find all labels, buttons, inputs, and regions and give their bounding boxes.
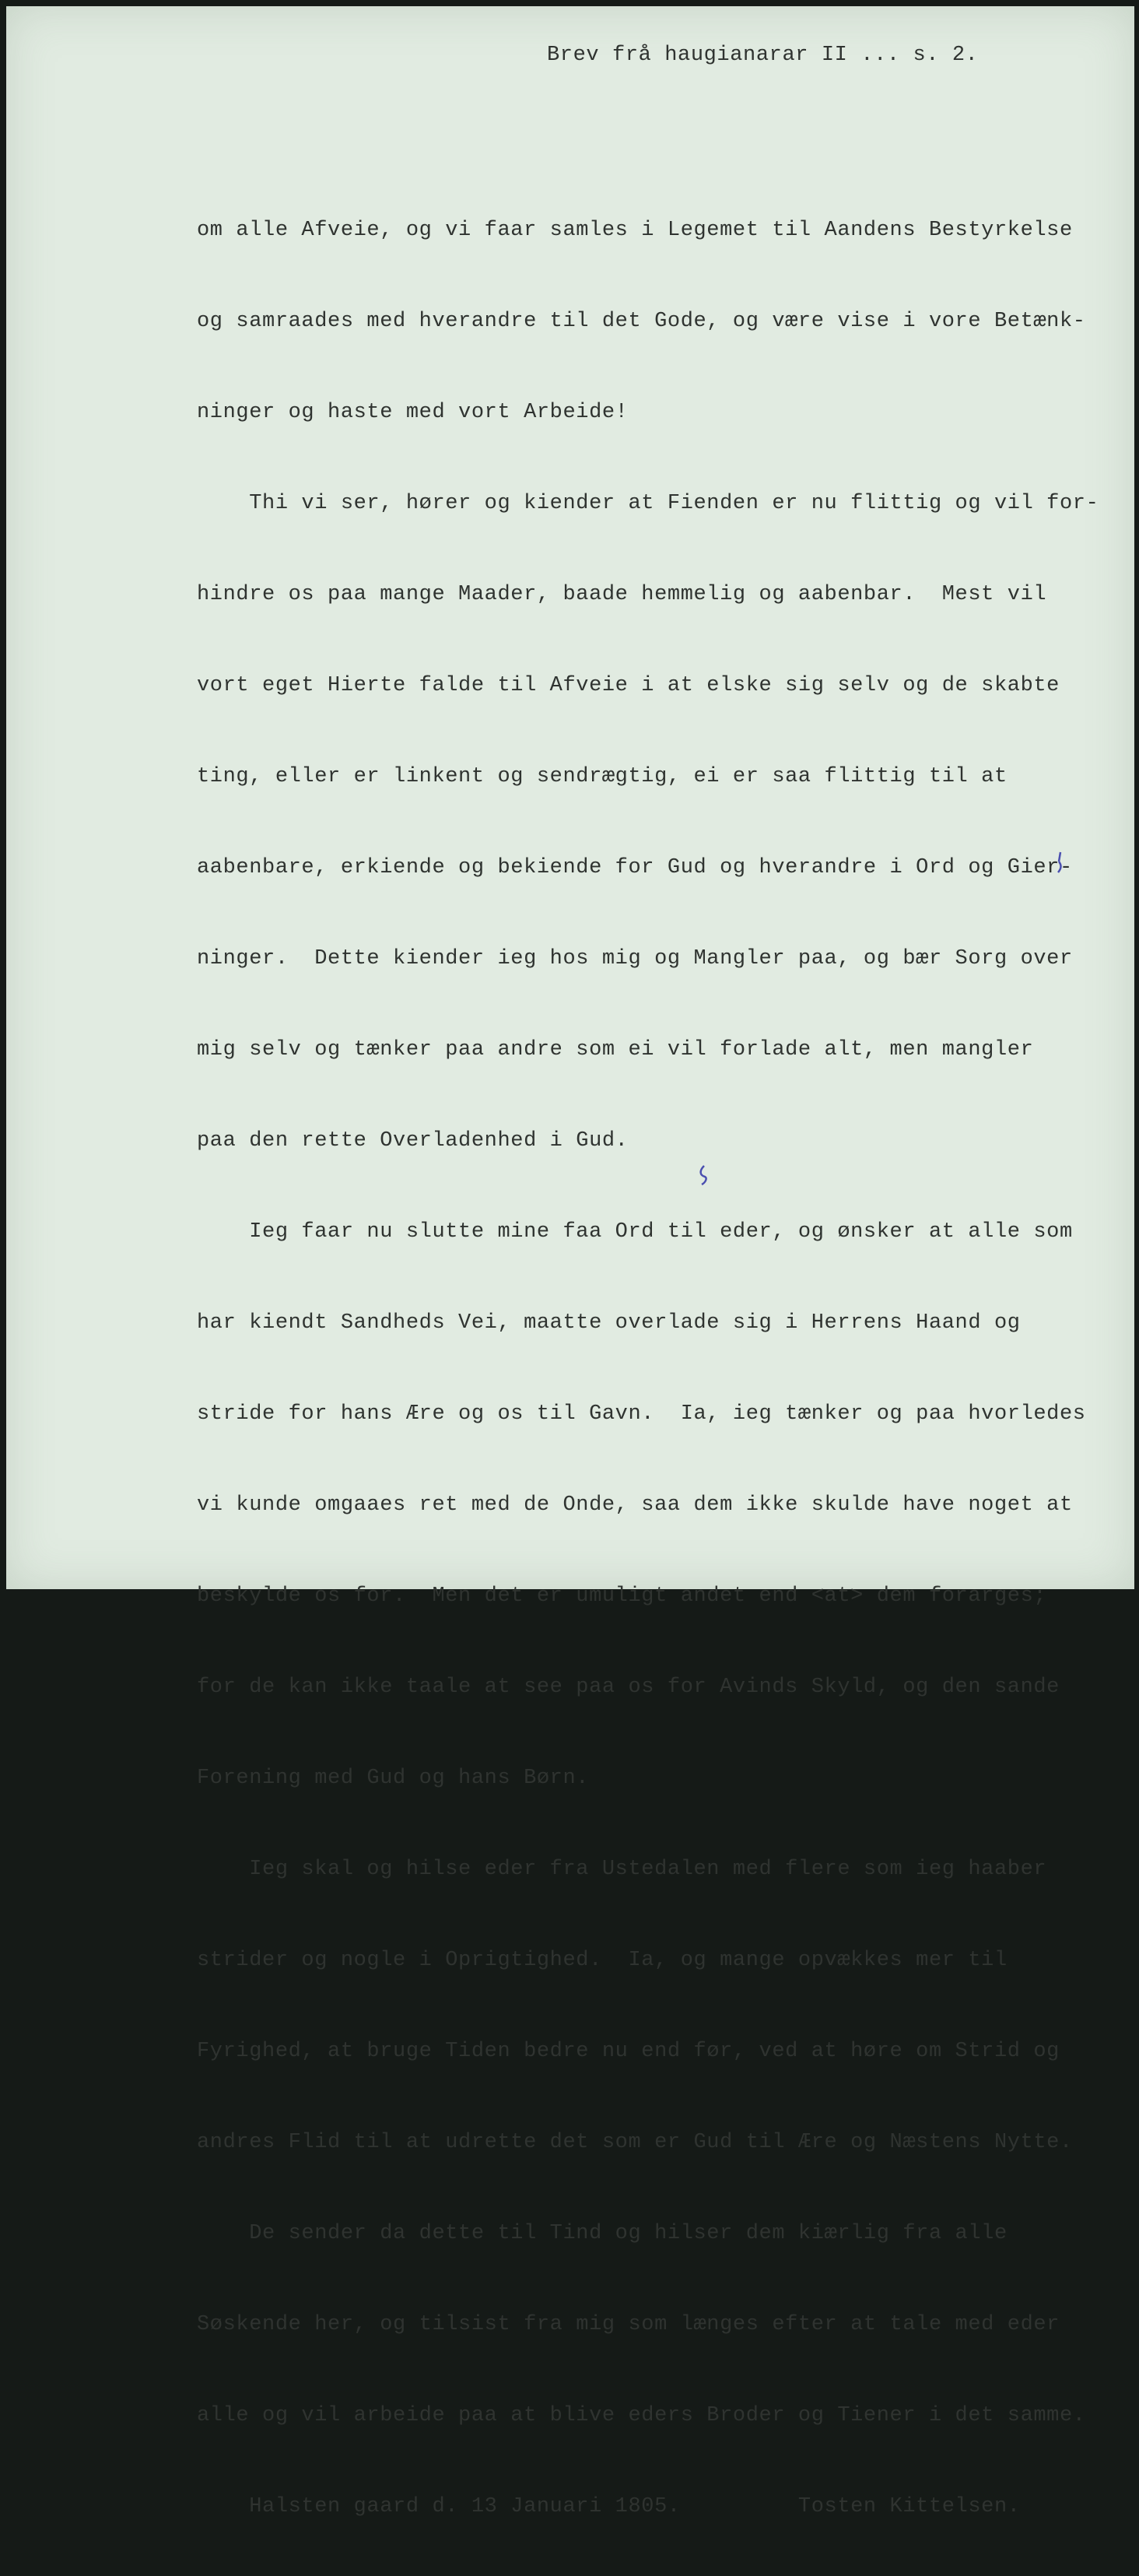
text-line: for de kan ikke taale at see paa os for Avinds Skyld, og den sande <box>197 1676 1060 1699</box>
text-line: Forening med Gud og hans Børn. <box>197 1767 590 1790</box>
text-line: har kiendt Sandheds Vei, maatte overlade sig i Herrens Haand og <box>197 1311 1021 1335</box>
text-line: Ieg skal og hilse eder fra Ustedalen med flere som ieg haaber <box>197 1858 1047 1881</box>
text-line: beskylde os for. Men det er umuligt andet end <at> dem forarges; <box>197 1585 1047 1608</box>
text-line: hindre os paa mange Maader, baade hemmelig og aabenbar. Mest vil <box>197 583 1047 606</box>
text-line: mig selv og tænker paa andre som ei vil forlade alt, men mangler <box>197 1038 1034 1062</box>
text-line: stride for hans Ære og os til Gavn. Ia, ieg tænker og paa hvorledes <box>197 1402 1086 1426</box>
text-line: ninger og haste med vort Arbeide! <box>197 401 629 424</box>
ink-correction-mark <box>1054 851 1067 874</box>
text-line: andres Flid til at udrette det som er Gud til Ære og Næstens Nytte. <box>197 2131 1073 2154</box>
document-page <box>6 6 1134 2518</box>
text-line: De sender da dette til Tind og hilser dem kiærlig fra alle <box>197 2222 1008 2245</box>
text-line: Fyrighed, at bruge Tiden bedre nu end før, ved at høre om Strid og <box>197 2040 1060 2063</box>
text-line: Ieg faar nu slutte mine faa Ord til eder, og ønsker at alle som <box>197 1220 1073 1244</box>
text-line: paa den rette Overladenhed i Gud. <box>197 1129 629 1153</box>
text-line: aabenbare, erkiende og bekiende for Gud og hverandre i Ord og Gier- <box>197 856 1073 879</box>
text-line: vi kunde omgaaes ret med de Onde, saa dem ikke skulde have noget at <box>197 1493 1073 1517</box>
text-line: Søskende her, og tilsist fra mig som længes efter at tale med eder <box>197 2313 1060 2336</box>
text-line: alle og vil arbeide paa at blive eders Broder og Tiener i det samme. <box>197 2404 1086 2427</box>
text-line: om alle Afveie, og vi faar samles i Legemet til Aandens Bestyrkelse <box>197 219 1073 242</box>
text-line: Halsten gaard d. 13 Januari 1805. Tosten Kittelsen. <box>197 2495 1021 2518</box>
text-line: Thi vi ser, hører og kiender at Fienden er nu flittig og vil for- <box>197 492 1099 515</box>
text-line: vort eget Hierte falde til Afveie i at elske sig selv og de skabte <box>197 674 1060 697</box>
letter-body <box>197 162 1099 2576</box>
text-line: ninger. Dette kiender ieg hos mig og Mangler paa, og bær Sorg over <box>197 947 1073 970</box>
text-line: og samraades med hverandre til det Gode, og være vise i vore Betænk- <box>197 310 1086 333</box>
page-header: Brev frå haugianarar II ... s. 2. <box>547 44 979 67</box>
text-line: ting, eller er linkent og sendrægtig, ei er saa flittig til at <box>197 765 1008 788</box>
ink-correction-mark <box>697 1164 711 1186</box>
text-line: strider og nogle i Oprigtighed. Ia, og mange opvækkes mer til <box>197 1949 1008 1972</box>
